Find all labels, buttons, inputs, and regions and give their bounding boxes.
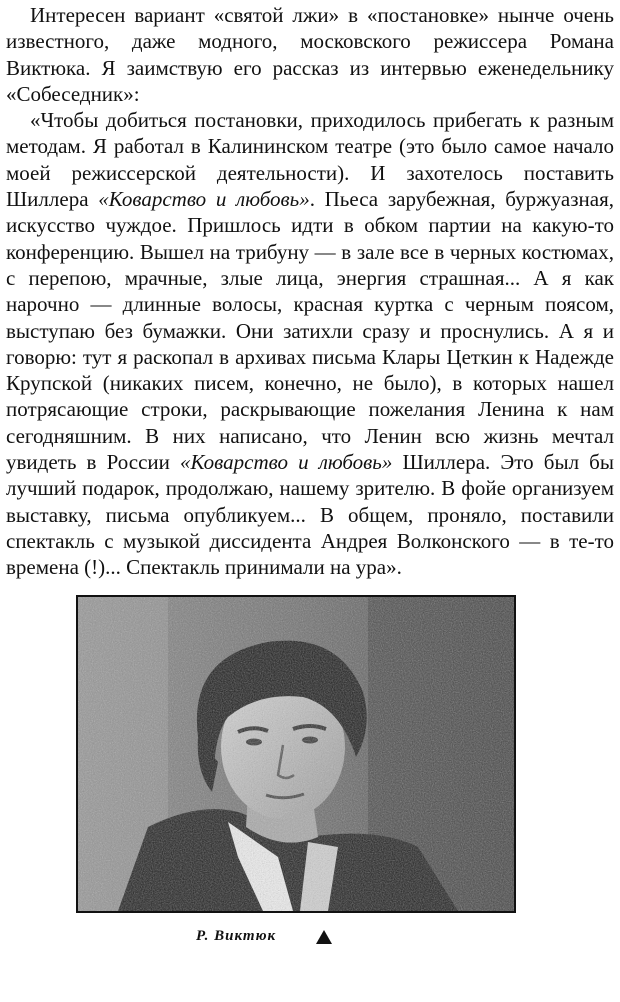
article-text bbox=[6, 2, 614, 581]
text-run: «Чтобы добиться постановки, приходилось прибегать к разным методам. Я работал в Калининском театре (это было самое начало моей режиссерской деятельности). И захотелось поставить Шиллера bbox=[6, 108, 614, 212]
figure-caption-row bbox=[0, 928, 620, 952]
portrait-illustration bbox=[78, 597, 514, 911]
play-title: «Коварство и любовь» bbox=[180, 450, 393, 475]
text-run: Шиллера. Это был бы лучший подарок, продолжаю, нашему зрителю. В фойе организуем выставку, письма опубликуем... В общем, проняло, поставили спектакль с музыкой диссидента Андрея Волконского — в те-то времена (!)... Спектакль принимали на ура». bbox=[6, 450, 614, 580]
figure-caption: Р. Виктюк bbox=[196, 928, 277, 944]
text-run: Интересен вариант «святой лжи» в «постановке» нынче очень известного, даже модного, московского режиссера Романа Виктюка. Я заимствую его рассказ из интервью еженедельнику «Собеседник»: bbox=[6, 3, 614, 106]
text-run: . Пьеса зарубежная, буржуазная, искусство чуждое. Пришлось идти в обком партии на какую-то конференцию. Вышел на трибуну — в зале все в черных костюмах, с перепою, мрачные, злые лица, энергия страшная... А я как нарочно — длинные волосы, красная куртка с черным поясом, выступаю без бумажки. Они затихли сразу и проснулись. А я и говорю: тут я раскопал в архивах письма Клары Цеткин к Надежде Крупской (никаких писем, конечно, не было), в которых нашел потрясающие строки, раскрывающие пожелания Ленина к нам сегодняшним. В них написано, что Ленин всю жизнь мечтал увидеть в России bbox=[6, 187, 614, 475]
triangle-up-icon bbox=[316, 930, 332, 944]
paragraph-quote bbox=[6, 107, 614, 580]
play-title: «Коварство и любовь» bbox=[98, 187, 310, 212]
paragraph-intro bbox=[6, 2, 614, 107]
portrait-photo bbox=[76, 595, 516, 913]
